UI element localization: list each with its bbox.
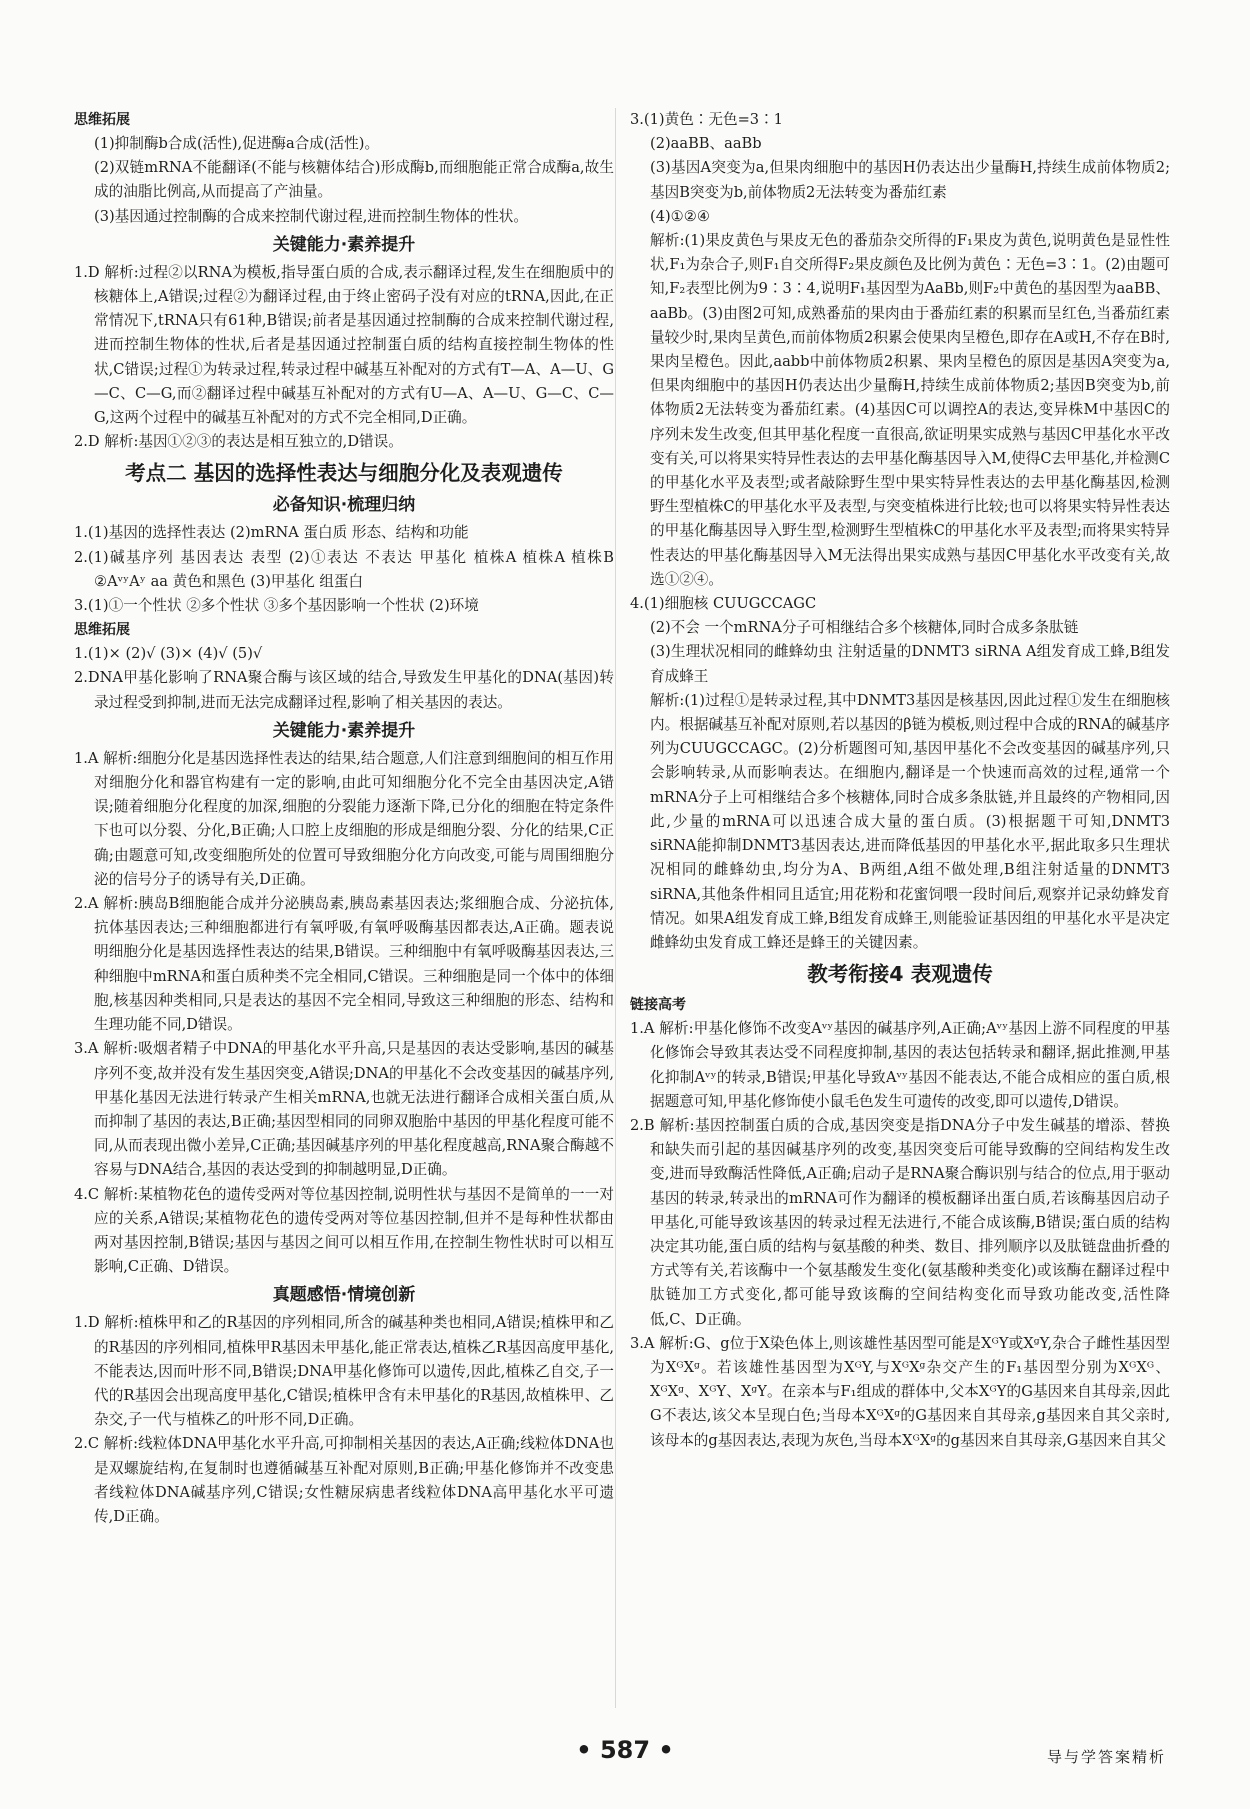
answer-item: 2.C 解析:线粒体DNA甲基化水平升高,可抑制相关基因的表达,A正确;线粒体DNA也是双螺旋结构,在复制时也遵循碱基互补配对原则,B正确;甲基化修饰并不改变患者线粒体DNA碱基序列,C错误;女性糖尿病患者线粒体DNA高甲基化水平可遗传,D正确。 — [74, 1435, 614, 1525]
answer-item: 1.A 解析:甲基化修饰不改变Aᵛʸ基因的碱基序列,A正确;Aᵛʸ基因上游不同程度的甲基化修饰会导致其表达受不同程度抑制,基因的表达包括转录和翻译,据此推测,甲基化抑制Aᵛʸ的转录,B错误;甲基化导致Aᵛʸ基因不能表达,不能合成相应的蛋白质,根据题意可知,甲基化修饰使小鼠毛色发生可遗传的改变,即可以遗传,D错误。 — [630, 1020, 1170, 1110]
page-number: • 587 • — [576, 1736, 674, 1764]
answer-item: 2.A 解析:胰岛B细胞能合成并分泌胰岛素,胰岛素基因表达;浆细胞合成、分泌抗体,抗体基因表达;三种细胞都进行有氧呼吸,有氧呼吸酶基因都表达,A正确。题表说明细胞分化是基因选择性表达的结果,B错误。三种细胞中有氧呼吸酶基因表达,三种细胞中mRNA和蛋白质种类不完全相同,C错误。三种细胞是同一个体中的体细胞,核基因种类相同,只是表达的基因不完全相同,导致这三种细胞的形态、结构和生理功能不同,D错误。 — [74, 895, 614, 1034]
paragraph: (4)①②④ — [650, 207, 710, 225]
explanation: 解析:(1)过程①是转录过程,其中DNMT3基因是核基因,因此过程①发生在细胞核内。根据碱基互补配对原则,若以基因的β链为模板,则过程中合成的RNA的碱基序列为CUUGCCAGC。(2)分析题图可知,基因甲基化不会改变基因的碱基序列,只会影响转录,从而影响表达。在细胞内,翻译是一个快速而高效的过程,通常一个mRNA分子上可相继结合多个核糖体,同时合成多条肽链,并且最终的产物相同,因此,少量的mRNA可以迅速合成大量的蛋白质。(3)根据题干可知,DNMT3 siRNA能抑制DNMT3基因表达,进而降低基因的甲基化水平,据此取多只生理状况相同的雌蜂幼虫,均分为A、B两组,A组不做处理,B组注射适量的DNMT3 siRNA,其他条件相同且适宜;用花粉和花蜜饲喂一段时间后,观察并记录幼蜂发育情况。如果A组发育成工蜂,B组发育成蜂王,则能验证基因组的甲基化水平是决定雌蜂幼虫发育成工蜂还是蜂王的关键因素。 — [650, 691, 1170, 951]
paragraph: (3)生理状况相同的雌蜂幼虫 注射适量的DNMT3 siRNA A组发育成工蜂,B组发育成蜂王 — [650, 643, 1170, 685]
section-heading: 真题感悟·情境创新 — [272, 1285, 416, 1306]
paragraph: (1)抑制酶b合成(活性),促进酶a合成(活性)。 — [94, 135, 380, 152]
paragraph: (2)不会 一个mRNA分子可相继结合多个核糖体,同时合成多条肽链 — [650, 619, 1079, 637]
paragraph: (3)基因通过控制酶的合成来控制代谢过程,进而控制生物体的性状。 — [94, 207, 528, 225]
paragraph: (3)基因A突变为a,但果肉细胞中的基因H仍表达出少量酶H,持续生成前体物质2;基因B突变为b,前体物质2无法转变为番茄红素 — [650, 159, 1170, 201]
answer-item: 2.D 解析:基因①②③的表达是相互独立的,D错误。 — [74, 433, 403, 451]
answer-item: 1.A 解析:细胞分化是基因选择性表达的结果,结合题意,人们注意到细胞间的相互作用对细胞分化和器官构建有一定的影响,由此可知细胞分化不完全由基因决定,A错误;随着细胞分化程度的加深,细胞的分裂能力逐渐下降,已分化的细胞在特定条件下也可以分裂、分化,B正确;人口腔上皮细胞的形成是细胞分裂、分化的结果,C正确;由题意可知,改变细胞所处的位置可导致细胞分化方向改变,可能与周围细胞分泌的信号分子的诱导有关,D正确。 — [74, 749, 614, 888]
section-heading: 关键能力·素养提升 — [272, 234, 416, 255]
answer-item: 1.(1)× (2)√ (3)× (4)√ (5)√ — [74, 645, 263, 663]
answer-item: 1.D 解析:过程②以RNA为模板,指导蛋白质的合成,表示翻译过程,发生在细胞质中的核糖体上,A错误;过程②为翻译过程,由于终止密码子没有对应的tRNA,因此,在正常情况下,tRNA只有61种,B错误;前者是基因通过控制酶的合成来控制代谢过程,进而控制生物体的性状,后者是基因通过控制蛋白质的结构直接控制生物体的性状,C错误;过程①为转录过程,转录过程中碱基互补配对的方式有T—A、A—U、G—C、C—G,而②翻译过程中碱基互补配对的方式有U—A、A—U、G—C、C—G,这两个过程中的碱基互补配对的方式不完全相同,D正确。 — [74, 263, 614, 427]
answer-item: 3.(1)黄色∶无色=3∶1 — [630, 111, 783, 128]
answer-item: 4.(1)细胞核 CUUGCCAGC — [630, 595, 817, 613]
topic-heading: 考点二 基因的选择性表达与细胞分化及表观遗传 — [125, 461, 563, 486]
answer-item: 2.(1)碱基序列 基因表达 表型 (2)①表达 不表达 甲基化 植株A 植株A 植株B ②AᵛʸAʸ aa 黄色和黑色 (3)甲基化 组蛋白 — [74, 548, 614, 590]
thinking-extension-heading: 思维拓展 — [74, 112, 130, 128]
topic-heading: 教考衔接4 表观遗传 — [807, 962, 993, 987]
paragraph: (2)双链mRNA不能翻译(不能与核糖体结合)形成酶b,而细胞能正常合成酶a,故生成的油脂比例高,从而提高了产油量。 — [94, 159, 614, 201]
section-heading: 关键能力·素养提升 — [272, 720, 416, 741]
footer-title: 导与学答案精析 — [1046, 1748, 1166, 1766]
column-divider — [615, 108, 616, 1708]
thinking-extension-heading: 思维拓展 — [74, 622, 130, 639]
section-heading: 必备知识·梳理归纳 — [272, 495, 416, 516]
answer-item: 3.(1)①一个性状 ②多个性状 ③多个基因影响一个性状 (2)环境 — [74, 597, 479, 615]
link-exam-heading: 链接高考 — [630, 997, 686, 1014]
answer-item: 4.C 解析:某植物花色的遗传受两对等位基因控制,说明性状与基因不是简单的一一对应的关系,A错误;某植物花色的遗传受两对等位基因控制,但并不是每种性状都由两对基因控制,B错误;基因与基因之间可以相互作用,在控制生物性状时可以相互影响,C正确、D错误。 — [74, 1185, 614, 1276]
right-column — [630, 108, 1170, 1453]
answer-item: 1.(1)基因的选择性表达 (2)mRNA 蛋白质 形态、结构和功能 — [74, 524, 469, 542]
answer-item: 3.A 解析:G、g位于X染色体上,则该雄性基因型可能是XᴳY或XᵍY,杂合子雌性基因型为XᴳXᵍ。若该雄性基因型为XᴳY,与XᴳXᵍ杂交产生的F₁基因型分别为XᴳXᴳ、XᴳXᵍ、XᴳY、XᵍY。在亲本与F₁组成的群体中,父本XᴳY的G基因来自其母亲,因此G不表达,该父本呈现白色;当母本XᴳXᵍ的G基因来自其母亲,g基因来自其父亲时,该母本的g基因表达,表现为灰色,当母本XᴳXᵍ的g基因来自其母亲,G基因来自其父 — [630, 1334, 1170, 1449]
answer-item: 2.DNA甲基化影响了RNA聚合酶与该区域的结合,导致发生甲基化的DNA(基因)转录过程受到抑制,进而无法完成翻译过程,影响了相关基因的表达。 — [74, 669, 614, 711]
answer-item: 3.A 解析:吸烟者精子中DNA的甲基化水平升高,只是基因的表达受影响,基因的碱基序列不变,故并没有发生基因突变,A错误;DNA的甲基化不会改变基因的碱基序列,甲基化基因无法进行转录产生相关mRNA,也就无法进行翻译合成相关蛋白质,从而抑制了基因的表达,B正确;基因型相同的同卵双胞胎中基因的甲基化程度可能不同,从而表现出微小差异,C正确;基因碱基序列的甲基化程度越高,RNA聚合酶越不容易与DNA结合,基因的表达受到的抑制越明显,D正确。 — [74, 1040, 614, 1179]
answer-item: 1.D 解析:植株甲和乙的R基因的序列相同,所含的碱基种类也相同,A错误;植株甲和乙的R基因的序列相同,植株甲R基因未甲基化,能正常表达,植株乙R基因高度甲基化,不能表达,因而叶形不同,B错误;DNA甲基化修饰可以遗传,因此,植株乙自交,子一代的R基因会出现高度甲基化,C错误;植株甲含有未甲基化的R基因,故植株甲、乙杂交,子一代与植株乙的叶形不同,D正确。 — [74, 1314, 614, 1429]
paragraph: (2)aaBB、aaBb — [650, 135, 762, 153]
answer-item: 2.B 解析:基因控制蛋白质的合成,基因突变是指DNA分子中发生碱基的增添、替换和缺失而引起的基因碱基序列的改变,基因突变后可能导致酶的空间结构发生改变,进而导致酶活性降低,A正确;启动子是RNA聚合酶识别与结合的位点,用于驱动基因的转录,转录出的mRNA可作为翻译的模板翻译出蛋白质,若该酶基因启动子甲基化,可能导致该基因的转录过程无法进行,不能合成该酶,B错误;蛋白质的结构决定其功能,蛋白质的结构与氨基酸的种类、数目、排列顺序以及肽链盘曲折叠的方式等有关,若该酶中一个氨基酸发生变化(氨基酸种类变化)或该酶在翻译过程中肽链加工方式变化,都可能导致该酶的空间结构变化而导致功能改变,活性降低,C、D正确。 — [630, 1116, 1170, 1328]
left-column — [74, 108, 614, 1529]
explanation: 解析:(1)果皮黄色与果皮无色的番茄杂交所得的F₁果皮为黄色,说明黄色是显性性状,F₁为杂合子,则F₁自交所得F₂果皮颜色及比例为黄色∶无色=3∶1。(2)由题可知,F₂表型比例为9∶3∶4,说明F₁基因型为AaBb,则F₂中黄色的基因型为aaBB、aaBb。(3)由图2可知,成熟番茄的果肉由于番茄红素的积累而呈红色,当番茄红素量较少时,果肉呈黄色,而前体物质2积累会使果肉呈橙色,即存在A或H,不存在B时,果肉呈橙色。因此,aabb中前体物质2积累、果肉呈橙色的原因是基因A突变为a,但果肉细胞中的基因H仍表达出少量酶H,持续生成前体物质2;基因B突变为b,前体物质2无法转变为番茄红素。(4)基因C可以调控A的表达,变异株M中基因C的序列未发生改变,但其甲基化程度一直很高,欲证明果实成熟与基因C甲基化水平改变有关,可以将果实特异性表达的去甲基化酶基因导入M,使得C去甲基化,并检测C的甲基化水平及表型;或者敲除野生型中果实特异性表达的去甲基化酶基因,检测野生型植株C的甲基化水平及表型,与突变植株进行比较;也可以将果实特异性表达的甲基化酶基因导入野生型,检测野生型植株C的甲基化水平及表型;而将果实特异性表达的甲基化酶基因导入M无法得出果实成熟与基因C甲基化水平改变有关,故选①②④。 — [650, 232, 1170, 588]
